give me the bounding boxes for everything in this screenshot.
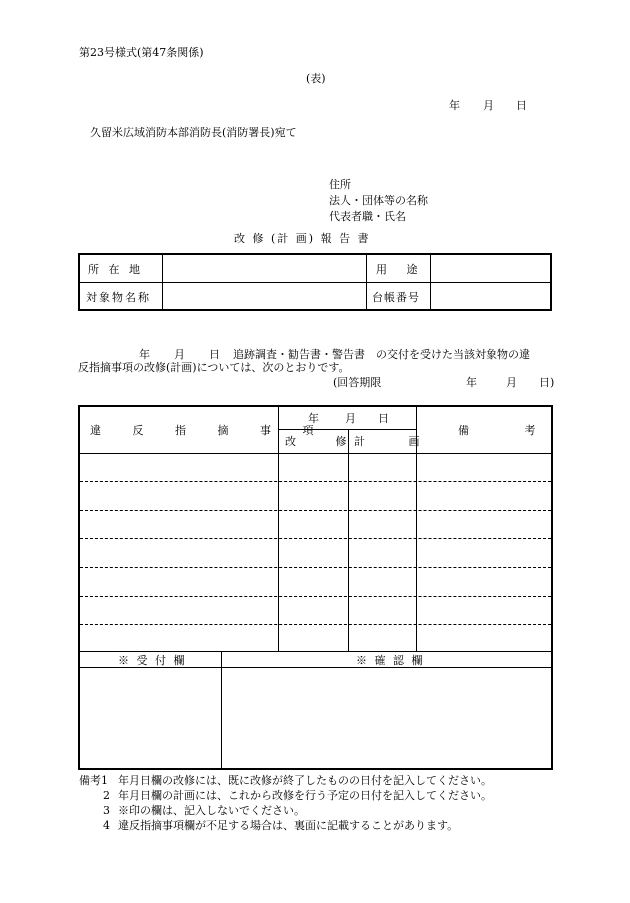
date-day: 日 [516,99,527,112]
deadline-month: 月 [506,376,517,389]
deadline-year: 年 [466,376,477,389]
note-3-num: 3 [103,804,110,817]
notes-prefix: 備考1 [79,774,108,787]
col-date-day: 日 [378,412,389,425]
table-row[interactable] [80,625,551,651]
note-4-num: 4 [103,819,110,832]
col-repair-header: 改 修 [285,435,365,448]
table-row[interactable] [80,454,551,481]
object-label: 対象物名称 [86,291,151,304]
statement-year: 年 [139,348,150,361]
note-3: ※印の欄は、記入しないでください。 [118,804,305,817]
addressee: 久留米広域消防本部消防長(消防署長)宛て [90,126,297,139]
col-plan-header: 計 画 [354,435,440,448]
confirm-label: ※ 確 認 欄 [356,654,425,667]
location-label: 所 在 地 [88,263,143,276]
col-date-month: 月 [345,412,356,425]
note-1: 年月日欄の改修には、既に改修が終了したものの日付を記入してください。 [118,774,492,787]
note-4: 違反指摘事項欄が不足する場合は、裏面に記載することがあります。 [118,819,459,832]
table-row[interactable] [80,511,551,538]
rep-label: 代表者職・氏名 [329,210,406,223]
table-row[interactable] [80,482,551,510]
statement-month: 月 [174,348,185,361]
front-label: (表) [306,72,326,85]
note-2-num: 2 [103,789,110,802]
violation-table [78,405,562,770]
col-remarks-header: 備 考 [458,424,562,437]
note-2: 年月日欄の計画には、これから改修を行う予定の日付を記入してください。 [118,789,492,802]
table-row[interactable] [80,568,551,596]
usage-label: 用 途 [376,263,426,276]
table-row[interactable] [80,597,551,624]
page-title: 改 修 (計 画) 報 告 書 [234,232,371,245]
statement-line2: 反指摘事項の改修(計画)については、次のとおりです。 [78,361,350,374]
info-table [78,253,552,311]
confirm-box [222,668,551,768]
ledger-label: 台帳番号 [372,291,420,304]
deadline-day: 日) [539,376,555,389]
reception-box [80,668,220,768]
address-label: 住所 [329,178,351,191]
statement-day: 日 [209,348,220,361]
reception-label: ※ 受 付 欄 [118,654,187,667]
form-number: 第23号様式(第47条関係) [79,46,204,59]
statement-line1: 追跡調査・勧告書・警告書 の交付を受けた当該対象物の違 [233,348,530,361]
date-year: 年 [449,99,460,112]
col-violation-header: 違 反 指 摘 事 項 [90,424,328,437]
table-row[interactable] [80,539,551,567]
date-month: 月 [483,99,494,112]
col-date-year: 年 [308,412,319,425]
org-label: 法人・団体等の名称 [329,194,428,207]
deadline-label: (回答期限 [333,376,382,389]
